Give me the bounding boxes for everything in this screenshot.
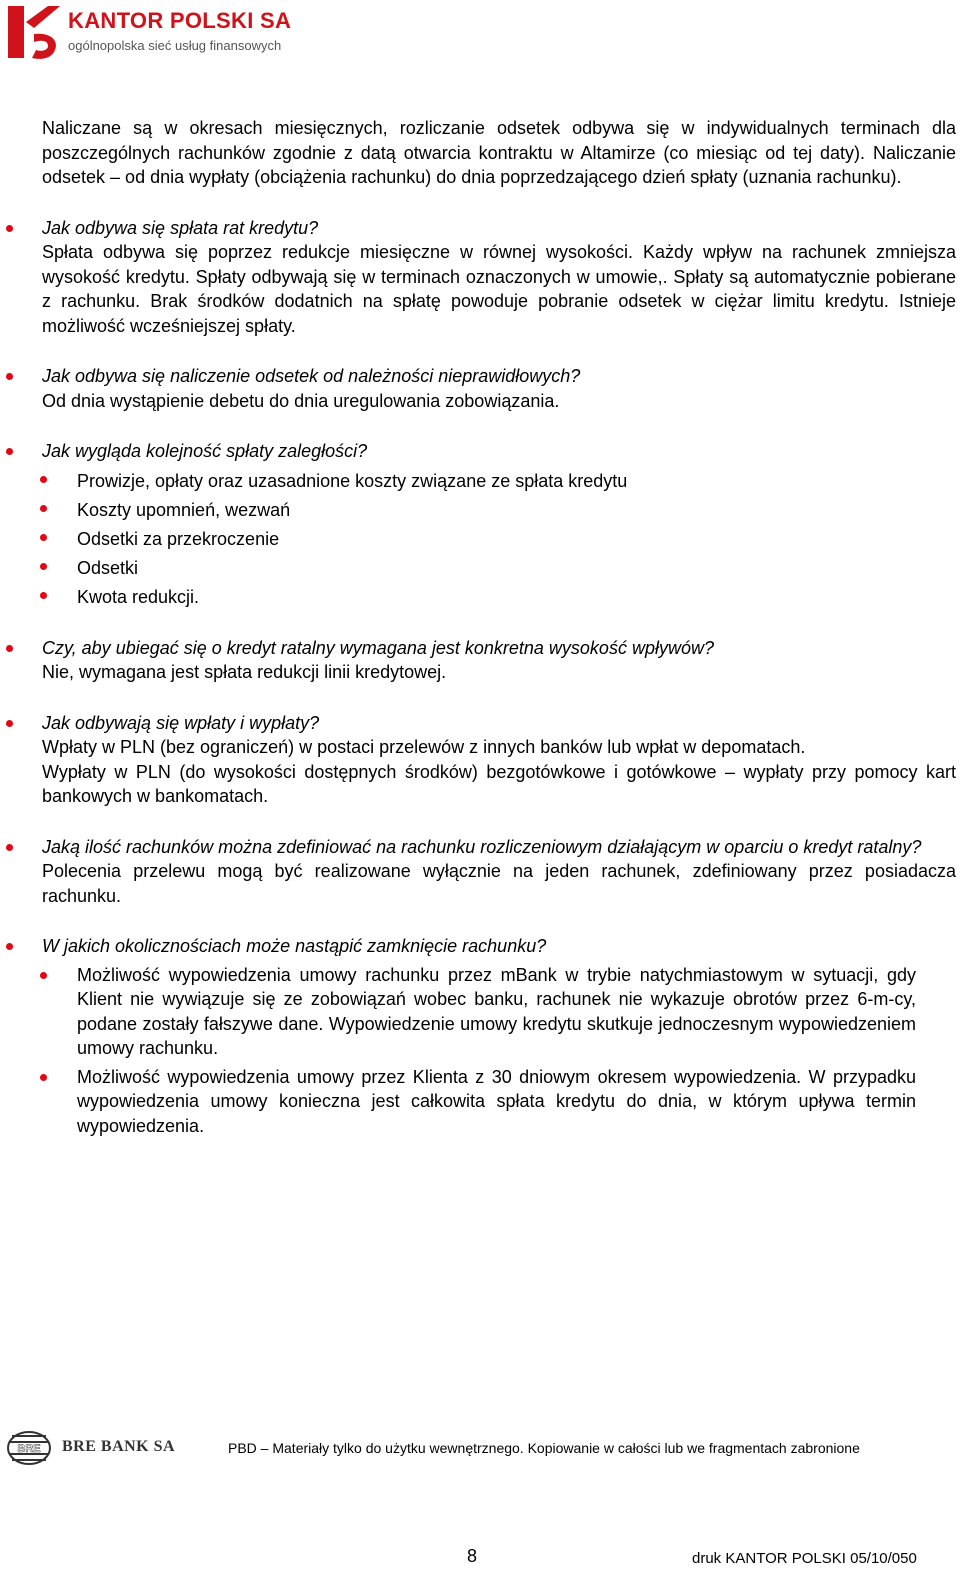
bullet-icon	[6, 645, 13, 652]
question: Jak odbywa się naliczenie odsetek od należności nieprawidłowych?	[42, 366, 581, 386]
footer-notice: PBD – Materiały tylko do użytku wewnętrznego. Kopiowanie w całości lub we fragmentach zabronione	[228, 1440, 860, 1456]
bullet-icon	[6, 720, 13, 727]
document-body	[42, 116, 956, 1138]
bre-globe-icon	[6, 1430, 52, 1466]
qa-item	[42, 835, 956, 909]
qa-item	[42, 364, 956, 413]
bullet-icon	[40, 505, 47, 512]
bullet-icon	[40, 1074, 47, 1081]
bullet-icon	[40, 972, 47, 979]
question: Jak wygląda kolejność spłaty zaległości?	[42, 441, 368, 461]
answer: Wpłaty w PLN (bez ograniczeń) w postaci przelewów z innych banków lub wpłat w depomatach.	[42, 737, 806, 757]
list-item: Koszty upomnień, wezwań	[0, 496, 956, 525]
print-id: druk KANTOR POLSKI 05/10/050	[692, 1550, 917, 1567]
sub-list	[0, 467, 956, 612]
qa-item	[42, 934, 956, 959]
list-item: Odsetki za przekroczenie	[0, 525, 956, 554]
question: Jak odbywa się spłata rat kredytu?	[42, 217, 319, 238]
question: Jak odbywają się wpłaty i wypłaty?	[42, 712, 320, 733]
question: Jaką ilość rachunków można zdefiniować na rachunku rozliczeniowym działającym w oparciu o kredyt ratalny?	[42, 836, 922, 857]
qa-item	[42, 636, 956, 685]
bullet-icon	[6, 373, 13, 380]
qa-item	[42, 216, 956, 339]
kantor-polski-logo	[4, 2, 304, 64]
svg-text:BRE: BRE	[17, 1443, 41, 1455]
question: W jakich okolicznościach może nastąpić zamknięcie rachunku?	[42, 936, 547, 956]
answer: Polecenia przelewu mogą być realizowane wyłącznie na jeden rachunek, zdefiniowany przez posiadacza rachunku.	[42, 861, 956, 906]
answer: Od dnia wystąpienie debetu do dnia uregulowania zobowiązania.	[42, 390, 560, 411]
intro-paragraph: Naliczane są w okresach miesięcznych, rozliczanie odsetek odbywa się w indywidualnych terminach dla poszczególnych rachunków zgodnie z datą otwarcia kontraktu w Altamirze (co miesiąc od tej daty). Naliczanie odsetek – od dnia wypłaty (obciążenia rachunku) do dnia poprzedzającego dzień spłaty (uznania rachunku).	[42, 118, 956, 187]
bullet-icon	[40, 592, 47, 599]
bullet-icon	[40, 476, 47, 483]
kantor-polski-icon	[4, 2, 64, 64]
bullet-icon	[40, 563, 47, 570]
list-item: Kwota redukcji.	[0, 583, 956, 612]
bullet-icon	[6, 844, 13, 851]
bullet-icon	[6, 448, 13, 455]
answer: Spłata odbywa się poprzez redukcje miesięczne w równej wysokości. Każdy wpływ na rachunek zmniejsza wysokość kredytu. Spłaty odbywają się w terminach oznaczonych w umowie,. Spłaty są automatycznie pobierane z rachunku. Brak środków dodatnich na spłatę powoduje pobranie odsetek w ciężar limitu kredytu. Istnieje możliwość wcześniejszej spłaty.	[42, 242, 956, 336]
answer: Wypłaty w PLN (do wysokości dostępnych środków) bezgotówkowe i gotówkowe – wypłaty przy pomocy kart bankowych w bankomatach.	[42, 761, 956, 806]
sub-list	[0, 963, 916, 1139]
page-number: 8	[467, 1546, 478, 1566]
bullet-icon	[40, 534, 47, 541]
qa-item	[42, 711, 956, 809]
list-item: Możliwość wypowiedzenia umowy rachunku przez mBank w trybie natychmiastowym w sytuacji, gdy Klient nie wywiązuje się ze zobowiązań wobec banku, rachunek nie wykazuje obrotów przez 6-m-cy, podane zostały fałszywe dane. Wypowiedzenie umowy kredytu skutkuje jednoczesnym wypowiedzeniem umowy rachunku.	[0, 963, 916, 1061]
brand-tagline: ogólnopolska sieć usług finansowych	[68, 38, 282, 53]
qa-item	[42, 439, 956, 464]
bank-name: BRE BANK SA	[62, 1438, 176, 1455]
bullet-icon	[6, 943, 13, 950]
question: Czy, aby ubiegać się o kredyt ratalny wymagana jest konkretna wysokość wpływów?	[42, 637, 714, 658]
bullet-icon	[6, 225, 13, 232]
list-item: Prowizje, opłaty oraz uzasadnione koszty związane ze spłata kredytu	[0, 467, 956, 496]
list-item: Możliwość wypowiedzenia umowy przez Klienta z 30 dniowym okresem wypowiedzenia. W przypadku wypowiedzenia umowy konieczna jest całkowita spłata kredytu do dnia, w którym upływa termin wypowiedzenia.	[0, 1065, 916, 1139]
list-item: Odsetki	[0, 554, 956, 583]
answer: Nie, wymagana jest spłata redukcji linii kredytowej.	[42, 662, 447, 682]
brand-name: KANTOR POLSKI SA	[68, 8, 292, 33]
bre-bank-logo	[6, 1430, 206, 1466]
